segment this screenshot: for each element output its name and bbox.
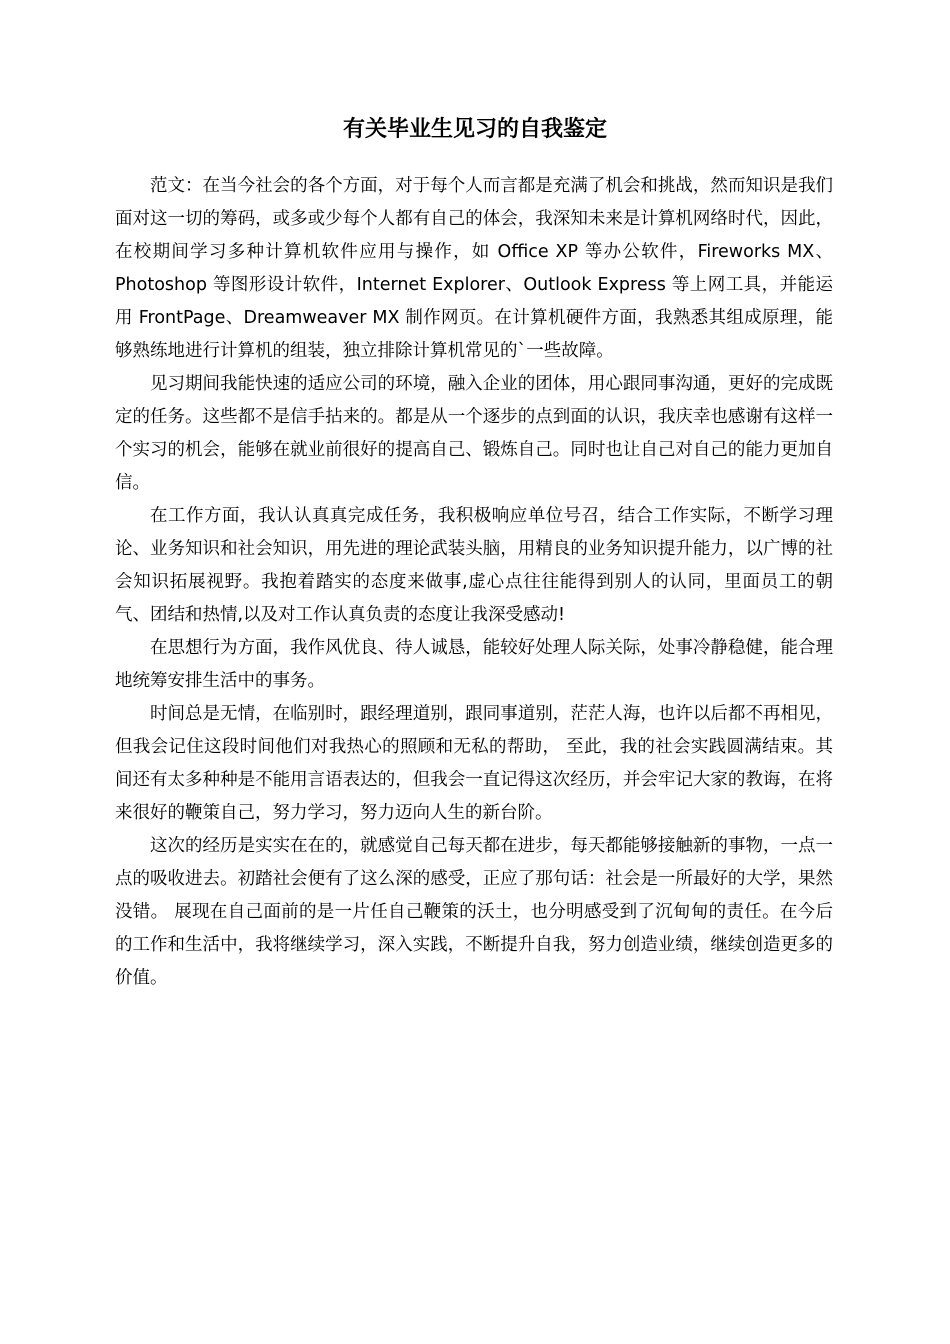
paragraph-work: 在工作方面，我认认真真完成任务，我积极响应单位号召，结合工作实际，不断学习理论、业务知识和社会知识，用先进的理论武装头脑，用精良的业务知识提升能力，以广博的社会知识拓展视野。我抱着踏实的态度来做事,虚心点往往能得到别人的认同，里面员工的朝气、团结和热情,以及对工作认真负责的态度让我深受感动!	[115, 506, 833, 625]
paragraph-farewell: 时间总是无情，在临别时，跟经理道别，跟同事道别，茫茫人海，也许以后都不再相见，但我会记住这段时间他们对我热心的照顾和无私的帮助， 至此，我的社会实践圆满结束。其间还有太多种种是不能用言语表达的，但我会一直记得这次经历，并会牢记大家的教诲，在将来很好的鞭策自己，努力学习，努力迈向人生的新台阶。	[115, 704, 833, 823]
paragraph-internship: 见习期间我能快速的适应公司的环境，融入企业的团体，用心跟同事沟通，更好的完成既定的任务。这些都不是信手拈来的。都是从一个逐步的点到面的认识，我庆幸也感谢有这样一个实习的机会，能够在就业前很好的提高自己、锻炼自己。同时也让自己对自己的能力更加自信。	[115, 374, 833, 493]
document-title: 有关毕业生见习的自我鉴定	[342, 117, 607, 142]
paragraph-conduct: 在思想行为方面，我作风优良、待人诚恳，能较好处理人际关际，处事冷静稳健，能合理地统筹安排生活中的事务。	[115, 638, 833, 691]
paragraph-intro: 范文：在当今社会的各个方面，对于每个人而言都是充满了机会和挑战，然而知识是我们面对这一切的筹码，或多或少每个人都有自己的体会，我深知未来是计算机网络时代，因此，在校期间学习多种计算机软件应用与操作，如 Office XP 等办公软件，Fireworks MX、Photoshop 等图形设计软件，Internet Explorer、Outlook Express 等上网工具，并能运用 FrontPage、Dreamweaver MX 制作网页。在计算机硬件方面，我熟悉其组成原理，能够熟练地进行计算机的组装，独立排除计算机常见的`一些故障。	[115, 176, 833, 361]
document-body	[115, 170, 833, 995]
paragraph-conclusion: 这次的经历是实实在在的，就感觉自己每天都在进步，每天都能够接触新的事物，一点一点的吸收进去。初踏社会便有了这么深的感受，正应了那句话：社会是一所最好的大学，果然没错。 展现在自己面前的是一片任自己鞭策的沃土，也分明感受到了沉甸甸的责任。在今后的工作和生活中，我将继续学习，深入实践，不断提升自我，努力创造业绩，继续创造更多的价值。	[115, 836, 833, 988]
